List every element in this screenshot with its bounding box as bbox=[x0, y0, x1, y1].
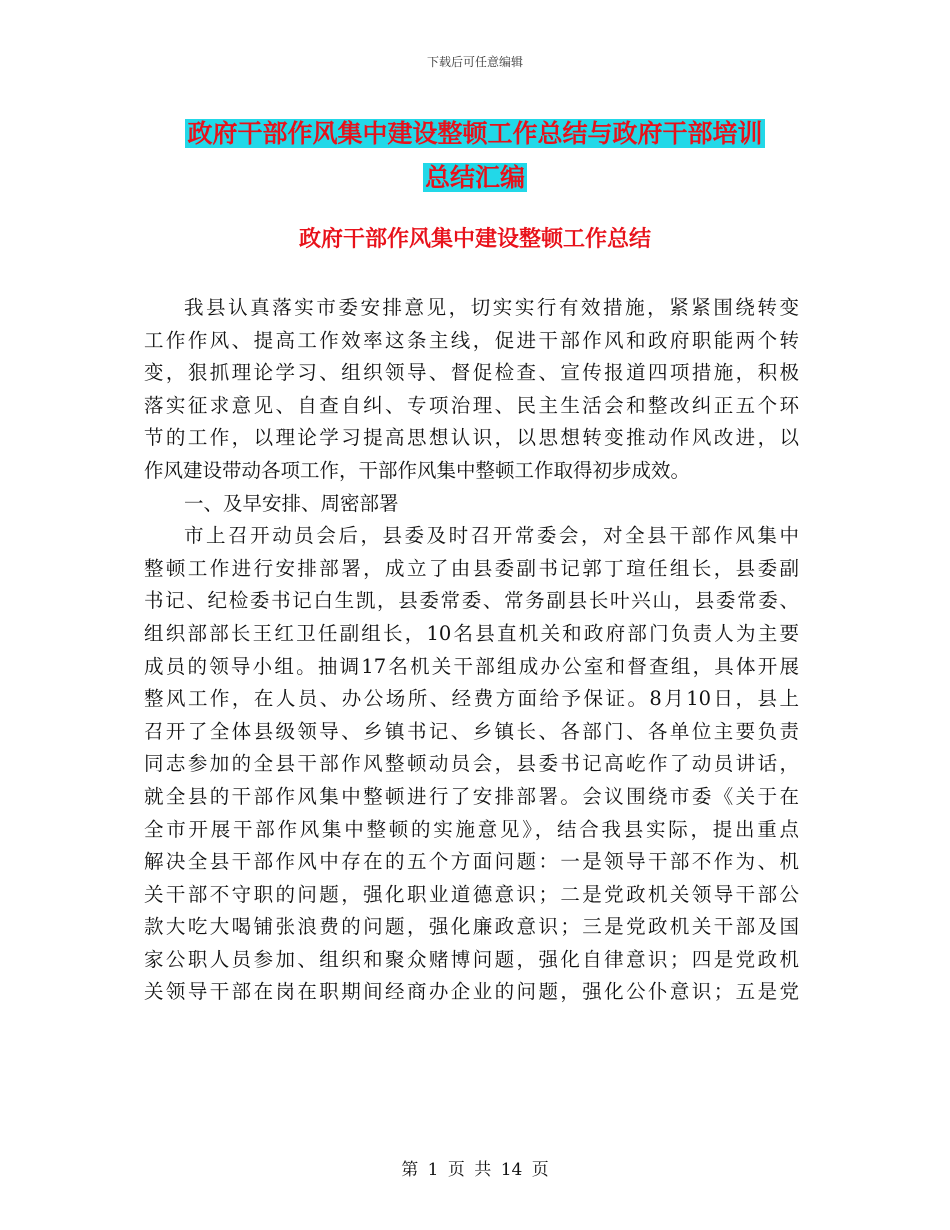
section-heading: 一、及早安排、周密部署 bbox=[184, 491, 399, 515]
body-line: 成员的领导小组。抽调17名机关干部组成办公室和督查组，具体开展 bbox=[144, 654, 799, 678]
body-line: 落实征求意见、自查自纠、专项治理、民主生活会和整改纠正五个环 bbox=[144, 393, 799, 417]
body-line: 我县认真落实市委安排意见，切实实行有效措施，紧紧围绕转变 bbox=[184, 296, 799, 319]
body-line: 组织部部长王红卫任副组长，10名县直机关和政府部门负责人为主要 bbox=[144, 621, 799, 645]
body-line: 同志参加的全县干部作风整顿动员会，县委书记高屹作了动员讲话， bbox=[144, 752, 799, 776]
body-text bbox=[144, 292, 799, 1009]
body-line: 款大吃大喝铺张浪费的问题，强化廉政意识；三是党政机关干部及国 bbox=[144, 915, 799, 939]
document-title bbox=[140, 112, 810, 200]
body-line: 节的工作，以理论学习提高思想认识，以思想转变推动作风改进，以 bbox=[144, 426, 799, 450]
body-line: 整风工作，在人员、办公场所、经费方面给予保证。8月10日，县上 bbox=[144, 687, 799, 711]
page-footer: 第 1 页 共 14 页 bbox=[401, 1160, 549, 1180]
body-line: 市上召开动员会后，县委及时召开常委会，对全县干部作风集中 bbox=[184, 524, 799, 548]
title-line-2: 总结汇编 bbox=[424, 163, 525, 192]
body-line: 书记、纪检委书记白生凯，县委常委、常务副县长叶兴山，县委常委、 bbox=[144, 589, 799, 613]
body-line: 解决全县干部作风中存在的五个方面问题：一是领导干部不作为、机 bbox=[144, 850, 799, 874]
body-line: 就全县的干部作风集中整顿进行了安排部署。会议围绕市委《关于在 bbox=[144, 784, 799, 808]
header-note: 下载后可任意编辑 bbox=[426, 55, 523, 69]
body-line: 关领导干部在岗在职期间经商办企业的问题，强化公仆意识；五是党 bbox=[144, 980, 799, 1004]
body-line: 家公职人员参加、组织和聚众赌博问题，强化自律意识；四是党政机 bbox=[144, 947, 799, 971]
body-line: 变，狠抓理论学习、组织领导、督促检查、宣传报道四项措施，积极 bbox=[144, 361, 799, 385]
body-line: 工作作风、提高工作效率这条主线，促进干部作风和政府职能两个转 bbox=[144, 328, 799, 352]
title-line-1: 政府干部作风集中建设整顿工作总结与政府干部培训 bbox=[187, 119, 763, 148]
section-title: 政府干部作风集中建设整顿工作总结 bbox=[298, 227, 651, 252]
body-line: 全市开展干部作风集中整顿的实施意见》，结合我县实际，提出重点 bbox=[144, 817, 799, 841]
body-line: 作风建设带动各项工作，干部作风集中整顿工作取得初步成效。 bbox=[144, 458, 691, 482]
body-line: 召开了全体县级领导、乡镇书记、乡镇长、各部门、各单位主要负责 bbox=[144, 719, 799, 743]
body-line: 整顿工作进行安排部署，成立了由县委副书记郭丁瑄任组长，县委副 bbox=[144, 556, 799, 580]
body-line: 关干部不守职的问题，强化职业道德意识；二是党政机关领导干部公 bbox=[144, 882, 799, 906]
